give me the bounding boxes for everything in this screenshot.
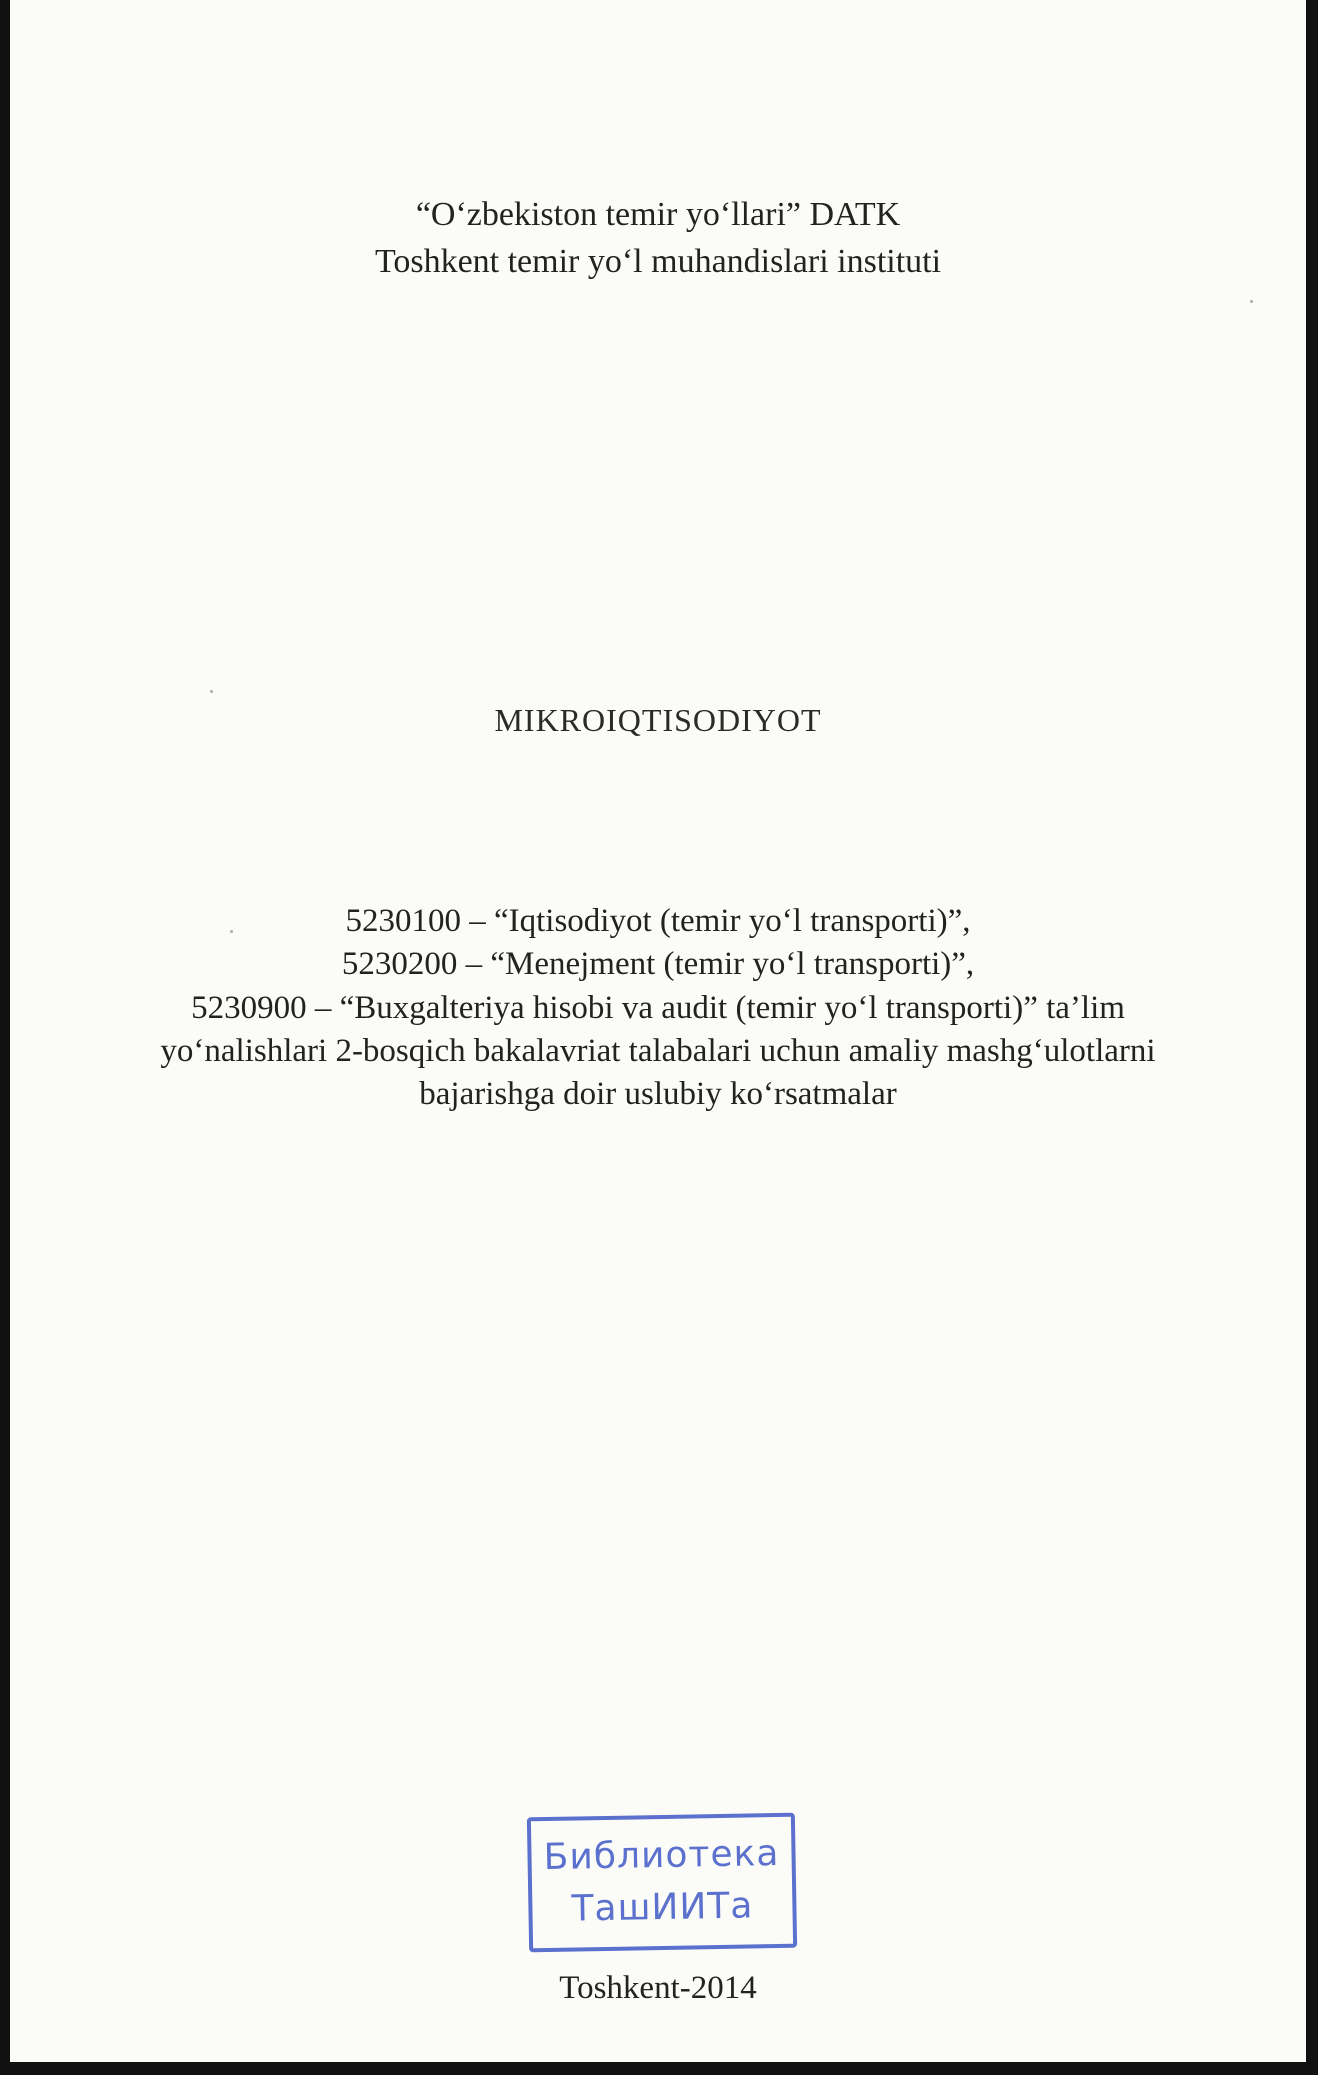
- institute-name: Toshkent temir yo‘l muhandislari instituti: [374, 243, 942, 280]
- scan-speck: [1250, 300, 1253, 303]
- stamp-line-2: ТашИИТа: [571, 1885, 754, 1930]
- description-line-4: yo‘nalishlari 2-bosqich bakalavriat talabalari uchun amaliy mashg‘ulotlarni: [160, 1033, 1156, 1069]
- organization-name: “O‘zbekiston temir yo‘llari” DATK: [415, 196, 901, 233]
- description-line-5: bajarishga doir uslubiy ko‘rsatmalar: [419, 1076, 897, 1112]
- scan-speck: [210, 690, 213, 693]
- place-and-year: Toshkent-2014: [559, 1970, 757, 2006]
- description-line-1: 5230100 – “Iqtisodiyot (temir yo‘l transporti)”,: [345, 903, 971, 939]
- document-title: MIKROIQTISODIYOT: [494, 702, 822, 738]
- stamp-line-1: Библиотека: [543, 1832, 780, 1879]
- library-stamp: [527, 1813, 797, 1953]
- description-line-3: 5230900 – “Buxgalteriya hisobi va audit (temir yo‘l transporti)” ta’lim: [191, 990, 1125, 1026]
- description-line-2: 5230200 – “Menejment (temir yo‘l transporti)”,: [341, 946, 975, 982]
- document-page: [10, 0, 1306, 2062]
